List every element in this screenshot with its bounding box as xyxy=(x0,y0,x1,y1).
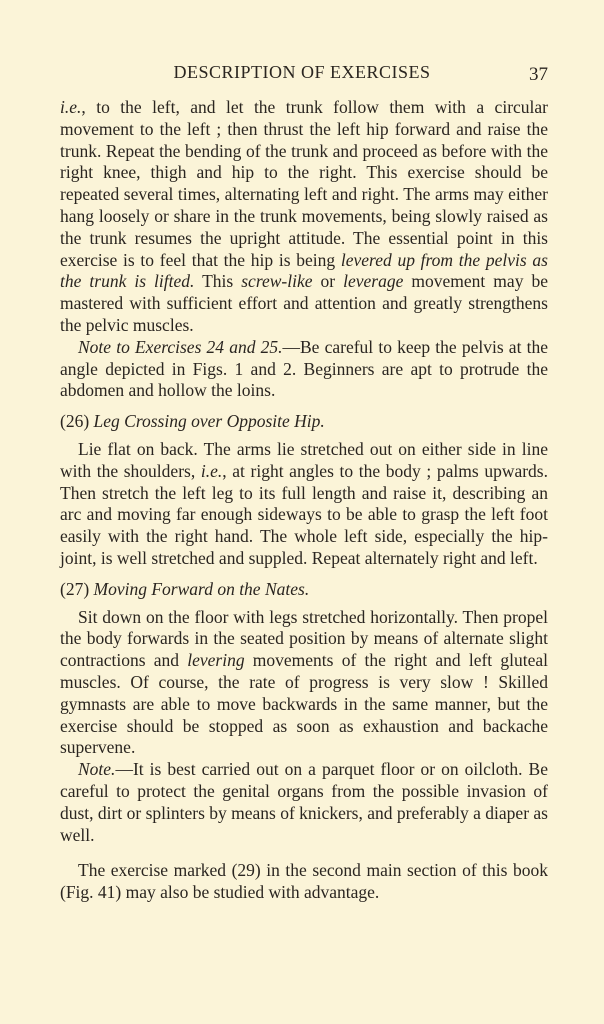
note-text: —It is best carried out on a parquet floor or on oilcloth. Be careful to protect the genital organs from the possible invasion of dust, dirt or splinters by means of knickers, and preferably a diaper as well. xyxy=(60,759,548,845)
text-span: or xyxy=(312,271,344,292)
italic-emphasis: levering xyxy=(187,650,245,671)
exercise-27-heading xyxy=(60,579,548,601)
note-exercises-24-25 xyxy=(60,337,548,402)
exercise-number: (27) xyxy=(60,578,94,599)
text-span: movements of the right and left gluteal muscles. Of course, the rate of progress is very slow ! Skilled gymnasts are able to move backwards in the same manner, but the exercise should be stopped as soon as exhaustion and backache supervene. xyxy=(60,650,548,758)
body-text xyxy=(60,97,548,904)
italic-ie: i.e. xyxy=(200,460,223,481)
text-span: Lie flat on back. The arms lie stretched out on either side in line with the shoulders, xyxy=(60,438,548,481)
text-span: , to the left, and let the trunk follow them with a circular movement to the left ; then thrust the left hip forward and raise the trunk. Repeat the bending of the trunk and proceed as before with the right knee, thigh and hip to the right. This exercise should be repeated several times, alternating left and right. The arms may either hang loosely or share in the trunk movements, being slowly raised as the trunk resumes the upright attitude. The essential point in this exercise is to feel that the hip is being xyxy=(60,97,548,270)
note-label: Note. xyxy=(78,759,116,780)
closing-paragraph: The exercise marked (29) in the second main section of this book (Fig. 41) may also be studied with advantage. xyxy=(60,860,548,903)
exercise-title: Leg Crossing over Opposite Hip. xyxy=(93,411,325,432)
note-paragraph xyxy=(60,759,548,846)
note-text: —Be careful to keep the pelvis at the angle depicted in Figs. 1 and 2. Beginners are apt to protrude the abdomen and hollow the loins. xyxy=(60,336,548,401)
paragraph-continuation xyxy=(60,97,548,337)
italic-emphasis: leverage xyxy=(343,271,404,292)
exercise-27-paragraph xyxy=(60,607,548,760)
text-span: This xyxy=(194,271,242,292)
page-number: 37 xyxy=(529,64,548,85)
text-span: Sit down on the floor with legs stretched horizontally. Then propel the body forwards in the seated position by means of alternate slight contractions and xyxy=(60,606,548,671)
exercise-26-paragraph xyxy=(60,439,548,570)
exercise-26-heading xyxy=(60,411,548,433)
italic-emphasis: screw-like xyxy=(241,271,313,292)
running-head: DESCRIPTION OF EXERCISES xyxy=(173,62,431,82)
exercise-number: (26) xyxy=(60,411,94,432)
page-header xyxy=(0,60,604,86)
text-span: , at right angles to the body ; palms upwards. Then stretch the left leg to its full length and raise it, describing an arc and moving far enough sideways to be able to grasp the left foot easily with the right hand. The whole left side, especially the hip-joint, is well stretched and suppled. Repeat alternately right and left. xyxy=(60,460,548,568)
text-span: movement may be mastered with sufficient effort and attention and greatly strengthens the pelvic muscles. xyxy=(60,271,548,335)
note-label: Note to Exercises 24 and 25. xyxy=(78,336,283,357)
exercise-title: Moving Forward on the Nates. xyxy=(93,578,310,599)
italic-emphasis: levered up from the pelvis as the trunk is lifted. xyxy=(60,249,548,292)
italic-ie: i.e. xyxy=(60,97,82,117)
